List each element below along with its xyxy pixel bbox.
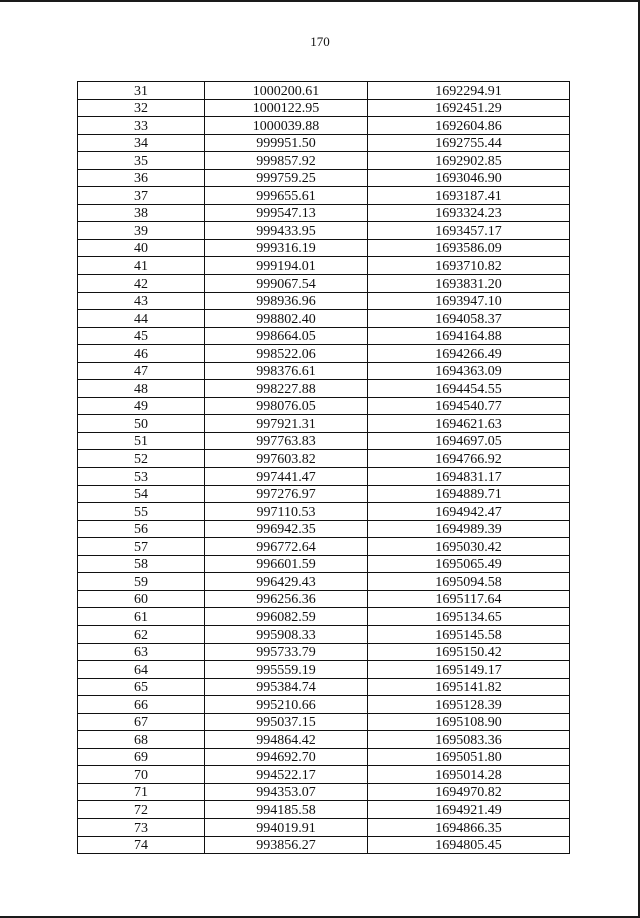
x-coordinate-cell: 996942.35 — [205, 520, 368, 538]
point-number-cell: 38 — [78, 204, 205, 222]
y-coordinate-cell: 1692755.44 — [368, 134, 570, 152]
y-coordinate-cell: 1694866.35 — [368, 818, 570, 836]
x-coordinate-cell: 994019.91 — [205, 818, 368, 836]
x-coordinate-cell: 999067.54 — [205, 275, 368, 293]
y-coordinate-cell: 1695145.58 — [368, 625, 570, 643]
table-row — [78, 783, 570, 801]
y-coordinate-cell: 1694831.17 — [368, 468, 570, 486]
x-coordinate-cell: 994864.42 — [205, 731, 368, 749]
point-number-cell: 39 — [78, 222, 205, 240]
y-coordinate-cell: 1693586.09 — [368, 239, 570, 257]
table-row — [78, 818, 570, 836]
point-number-cell: 61 — [78, 608, 205, 626]
point-number-cell: 41 — [78, 257, 205, 275]
point-number-cell: 54 — [78, 485, 205, 503]
y-coordinate-cell: 1694921.49 — [368, 801, 570, 819]
x-coordinate-cell: 998076.05 — [205, 397, 368, 415]
point-number-cell: 51 — [78, 432, 205, 450]
table-row — [78, 152, 570, 170]
table-row — [78, 836, 570, 854]
y-coordinate-cell: 1694889.71 — [368, 485, 570, 503]
point-number-cell: 69 — [78, 748, 205, 766]
point-number-cell: 45 — [78, 327, 205, 345]
table-row — [78, 696, 570, 714]
point-number-cell: 55 — [78, 503, 205, 521]
table-row — [78, 415, 570, 433]
x-coordinate-cell: 999857.92 — [205, 152, 368, 170]
x-coordinate-cell: 999655.61 — [205, 187, 368, 205]
x-coordinate-cell: 999316.19 — [205, 239, 368, 257]
x-coordinate-cell: 997763.83 — [205, 432, 368, 450]
y-coordinate-cell: 1692294.91 — [368, 82, 570, 100]
table-row — [78, 432, 570, 450]
point-number-cell: 70 — [78, 766, 205, 784]
x-coordinate-cell: 998664.05 — [205, 327, 368, 345]
x-coordinate-cell: 998522.06 — [205, 345, 368, 363]
table-row — [78, 555, 570, 573]
point-number-cell: 60 — [78, 590, 205, 608]
x-coordinate-cell: 996429.43 — [205, 573, 368, 591]
y-coordinate-cell: 1692604.86 — [368, 117, 570, 135]
table-row — [78, 239, 570, 257]
point-number-cell: 44 — [78, 310, 205, 328]
table-row — [78, 310, 570, 328]
y-coordinate-cell: 1695117.64 — [368, 590, 570, 608]
table-row — [78, 608, 570, 626]
y-coordinate-cell: 1694697.05 — [368, 432, 570, 450]
y-coordinate-cell: 1694058.37 — [368, 310, 570, 328]
point-number-cell: 40 — [78, 239, 205, 257]
point-number-cell: 37 — [78, 187, 205, 205]
point-number-cell: 46 — [78, 345, 205, 363]
table-row — [78, 485, 570, 503]
table-row — [78, 82, 570, 100]
x-coordinate-cell: 1000200.61 — [205, 82, 368, 100]
x-coordinate-cell: 999547.13 — [205, 204, 368, 222]
point-number-cell: 65 — [78, 678, 205, 696]
point-number-cell: 73 — [78, 818, 205, 836]
table-row — [78, 538, 570, 556]
table-row — [78, 766, 570, 784]
point-number-cell: 52 — [78, 450, 205, 468]
table-row — [78, 468, 570, 486]
point-number-cell: 62 — [78, 625, 205, 643]
x-coordinate-cell: 997921.31 — [205, 415, 368, 433]
table-row — [78, 625, 570, 643]
table-row — [78, 117, 570, 135]
x-coordinate-cell: 995733.79 — [205, 643, 368, 661]
y-coordinate-cell: 1694766.92 — [368, 450, 570, 468]
table-row — [78, 573, 570, 591]
point-number-cell: 71 — [78, 783, 205, 801]
point-number-cell: 47 — [78, 362, 205, 380]
x-coordinate-cell: 995384.74 — [205, 678, 368, 696]
point-number-cell: 56 — [78, 520, 205, 538]
x-coordinate-cell: 997110.53 — [205, 503, 368, 521]
table-row — [78, 327, 570, 345]
x-coordinate-cell: 997276.97 — [205, 485, 368, 503]
x-coordinate-cell: 996256.36 — [205, 590, 368, 608]
y-coordinate-cell: 1695150.42 — [368, 643, 570, 661]
x-coordinate-cell: 1000122.95 — [205, 99, 368, 117]
table-row — [78, 380, 570, 398]
table-row — [78, 450, 570, 468]
y-coordinate-cell: 1693187.41 — [368, 187, 570, 205]
y-coordinate-cell: 1694621.63 — [368, 415, 570, 433]
table-row — [78, 590, 570, 608]
x-coordinate-cell: 995908.33 — [205, 625, 368, 643]
coordinate-table — [77, 81, 570, 854]
y-coordinate-cell: 1694454.55 — [368, 380, 570, 398]
x-coordinate-cell: 994185.58 — [205, 801, 368, 819]
x-coordinate-cell: 997441.47 — [205, 468, 368, 486]
table-row — [78, 134, 570, 152]
x-coordinate-cell: 995210.66 — [205, 696, 368, 714]
y-coordinate-cell: 1695149.17 — [368, 661, 570, 679]
table-row — [78, 345, 570, 363]
table-row — [78, 731, 570, 749]
point-number-cell: 72 — [78, 801, 205, 819]
x-coordinate-cell: 996772.64 — [205, 538, 368, 556]
table-row — [78, 275, 570, 293]
table-row — [78, 257, 570, 275]
y-coordinate-cell: 1694363.09 — [368, 362, 570, 380]
x-coordinate-cell: 998936.96 — [205, 292, 368, 310]
y-coordinate-cell: 1694942.47 — [368, 503, 570, 521]
y-coordinate-cell: 1694266.49 — [368, 345, 570, 363]
y-coordinate-cell: 1693457.17 — [368, 222, 570, 240]
y-coordinate-cell: 1695051.80 — [368, 748, 570, 766]
x-coordinate-cell: 993856.27 — [205, 836, 368, 854]
point-number-cell: 34 — [78, 134, 205, 152]
x-coordinate-cell: 1000039.88 — [205, 117, 368, 135]
point-number-cell: 68 — [78, 731, 205, 749]
y-coordinate-cell: 1692902.85 — [368, 152, 570, 170]
x-coordinate-cell: 998376.61 — [205, 362, 368, 380]
x-coordinate-cell: 995559.19 — [205, 661, 368, 679]
y-coordinate-cell: 1695065.49 — [368, 555, 570, 573]
x-coordinate-cell: 995037.15 — [205, 713, 368, 731]
x-coordinate-cell: 994522.17 — [205, 766, 368, 784]
x-coordinate-cell: 999194.01 — [205, 257, 368, 275]
point-number-cell: 57 — [78, 538, 205, 556]
y-coordinate-cell: 1694805.45 — [368, 836, 570, 854]
point-number-cell: 64 — [78, 661, 205, 679]
y-coordinate-cell: 1695030.42 — [368, 538, 570, 556]
y-coordinate-cell: 1695083.36 — [368, 731, 570, 749]
table-row — [78, 801, 570, 819]
y-coordinate-cell: 1693710.82 — [368, 257, 570, 275]
x-coordinate-cell: 999951.50 — [205, 134, 368, 152]
point-number-cell: 74 — [78, 836, 205, 854]
y-coordinate-cell: 1694164.88 — [368, 327, 570, 345]
point-number-cell: 31 — [78, 82, 205, 100]
x-coordinate-cell: 999759.25 — [205, 169, 368, 187]
point-number-cell: 49 — [78, 397, 205, 415]
y-coordinate-cell: 1695128.39 — [368, 696, 570, 714]
x-coordinate-cell: 996082.59 — [205, 608, 368, 626]
point-number-cell: 63 — [78, 643, 205, 661]
x-coordinate-cell: 997603.82 — [205, 450, 368, 468]
table-row — [78, 678, 570, 696]
y-coordinate-cell: 1695094.58 — [368, 573, 570, 591]
y-coordinate-cell: 1693324.23 — [368, 204, 570, 222]
point-number-cell: 66 — [78, 696, 205, 714]
coordinate-table-container — [77, 81, 569, 854]
y-coordinate-cell: 1694970.82 — [368, 783, 570, 801]
scan-border-top — [0, 0, 640, 2]
table-row — [78, 187, 570, 205]
page-number: 170 — [310, 34, 330, 49]
point-number-cell: 33 — [78, 117, 205, 135]
table-row — [78, 222, 570, 240]
point-number-cell: 43 — [78, 292, 205, 310]
y-coordinate-cell: 1694989.39 — [368, 520, 570, 538]
y-coordinate-cell: 1695134.65 — [368, 608, 570, 626]
point-number-cell: 53 — [78, 468, 205, 486]
table-row — [78, 397, 570, 415]
x-coordinate-cell: 994353.07 — [205, 783, 368, 801]
table-row — [78, 661, 570, 679]
point-number-cell: 32 — [78, 99, 205, 117]
point-number-cell: 35 — [78, 152, 205, 170]
table-row — [78, 503, 570, 521]
y-coordinate-cell: 1695108.90 — [368, 713, 570, 731]
x-coordinate-cell: 999433.95 — [205, 222, 368, 240]
table-row — [78, 292, 570, 310]
table-row — [78, 520, 570, 538]
point-number-cell: 48 — [78, 380, 205, 398]
x-coordinate-cell: 998227.88 — [205, 380, 368, 398]
point-number-cell: 67 — [78, 713, 205, 731]
y-coordinate-cell: 1695014.28 — [368, 766, 570, 784]
table-row — [78, 169, 570, 187]
table-row — [78, 643, 570, 661]
point-number-cell: 59 — [78, 573, 205, 591]
y-coordinate-cell: 1693046.90 — [368, 169, 570, 187]
point-number-cell: 42 — [78, 275, 205, 293]
x-coordinate-cell: 998802.40 — [205, 310, 368, 328]
y-coordinate-cell: 1692451.29 — [368, 99, 570, 117]
coordinate-table-body — [78, 82, 570, 854]
table-row — [78, 362, 570, 380]
table-row — [78, 748, 570, 766]
x-coordinate-cell: 994692.70 — [205, 748, 368, 766]
y-coordinate-cell: 1693831.20 — [368, 275, 570, 293]
point-number-cell: 50 — [78, 415, 205, 433]
y-coordinate-cell: 1695141.82 — [368, 678, 570, 696]
point-number-cell: 58 — [78, 555, 205, 573]
y-coordinate-cell: 1693947.10 — [368, 292, 570, 310]
table-row — [78, 99, 570, 117]
y-coordinate-cell: 1694540.77 — [368, 397, 570, 415]
table-row — [78, 713, 570, 731]
table-row — [78, 204, 570, 222]
point-number-cell: 36 — [78, 169, 205, 187]
x-coordinate-cell: 996601.59 — [205, 555, 368, 573]
